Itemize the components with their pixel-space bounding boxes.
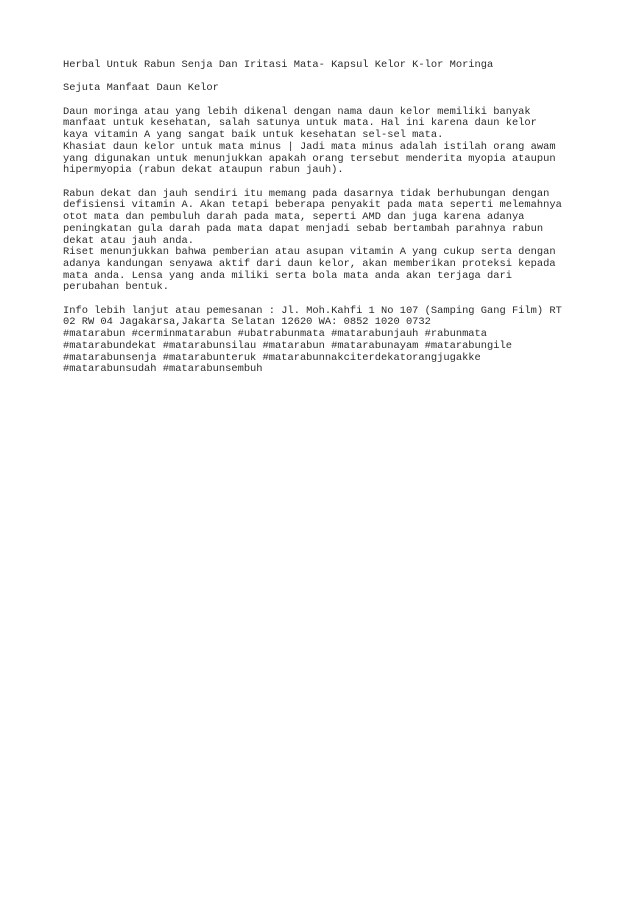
text-line: dekat atau jauh anda.	[63, 234, 194, 247]
text-line: perubahan bentuk.	[63, 281, 170, 294]
document-title: Herbal Untuk Rabun Senja Dan Iritasi Mata- Kapsul Kelor K-lor Moringa	[63, 59, 494, 71]
text-line: peningkatan gula darah pada mata dapat menjadi sebab bertambah parahnya rabun	[63, 222, 544, 235]
text-line: Khasiat daun kelor untuk mata minus | Jadi mata minus adalah istilah orang awam	[63, 140, 556, 153]
paragraph-contact-hashtags	[63, 306, 588, 376]
contact-address-line: 02 RW 04 Jagakarsa,Jakarta Selatan 12620 WA: 0852 1020 0732	[63, 316, 431, 329]
text-line: otot mata dan pembuluh darah pada mata, seperti AMD dan juga karena adanya	[63, 211, 525, 224]
contact-address-line: Info lebih lanjut atau pemesanan : Jl. Moh.Kahfi 1 No 107 (Samping Gang Film) RT	[63, 304, 562, 317]
text-line: Rabun dekat dan jauh sendiri itu memang pada dasarnya tidak berhubungan dengan	[63, 187, 550, 200]
paragraph-vitamin-a	[63, 189, 588, 294]
hashtag-line: #matarabunsudah #matarabunsembuh	[63, 363, 263, 376]
hashtag-line: #matarabundekat #matarabunsilau #matarabun #matarabunayam #matarabungile	[63, 339, 512, 352]
hashtag-line: #matarabunsenja #matarabunteruk #matarabunnakciterdekatorangjugakke	[63, 351, 481, 364]
paragraph-intro	[63, 107, 588, 177]
paragraph-gap	[63, 177, 588, 189]
text-line: manfaat untuk kesehatan, salah satunya untuk mata. Hal ini karena daun kelor	[63, 117, 537, 130]
text-line: Daun moringa atau yang lebih dikenal dengan nama daun kelor memiliki banyak	[63, 105, 531, 118]
text-line: Riset menunjukkan bahwa pemberian atau asupan vitamin A yang cukup serta dengan	[63, 246, 556, 259]
text-line: hipermyopia (rabun dekat ataupun rabun jauh).	[63, 164, 344, 177]
text-line: kaya vitamin A yang sangat baik untuk kesehatan sel-sel mata.	[63, 129, 444, 142]
paragraph-gap	[63, 294, 588, 306]
document-subtitle: Sejuta Manfaat Daun Kelor	[63, 82, 219, 95]
text-line: yang digunakan untuk menunjukkan apakah orang tersebut menderita myopia ataupun	[63, 152, 556, 165]
text-line: mata anda. Lensa yang anda miliki serta bola mata anda akan terjaga dari	[63, 269, 512, 282]
text-line: defisiensi vitamin A. Akan tetapi beberapa penyakit pada mata seperti melemahnya	[63, 199, 562, 212]
text-line: adanya kandungan senyawa aktif dari daun kelor, akan memberikan proteksi kepada	[63, 257, 556, 270]
hashtag-line: #matarabun #cerminmatarabun #ubatrabunmata #matarabunjauh #rabunmata	[63, 328, 488, 341]
